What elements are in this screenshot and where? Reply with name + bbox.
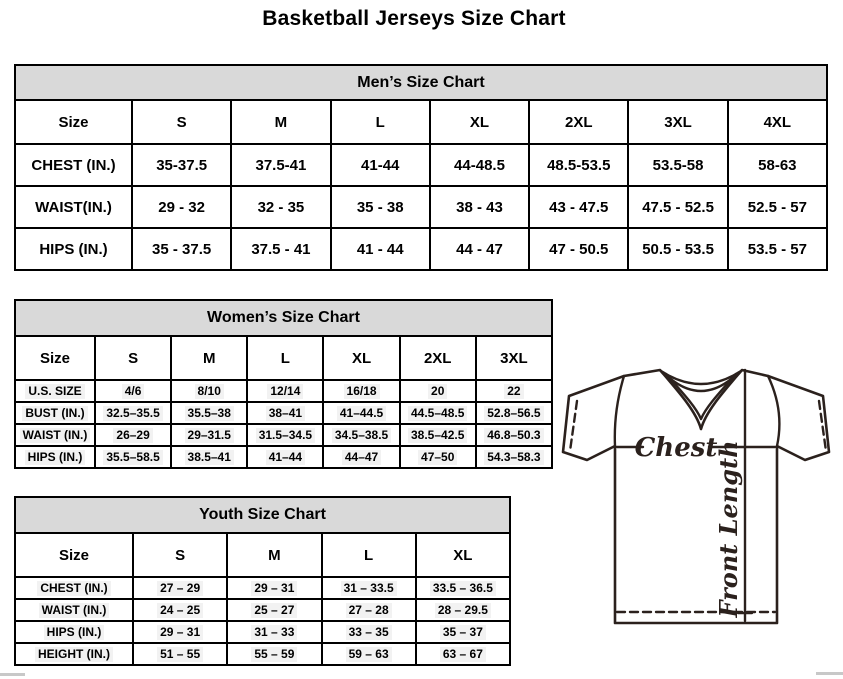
horizontal-scrollbar-right-fragment[interactable] [816,672,843,675]
row-label-text: CHEST (IN.) [37,581,110,596]
youth-table-caption: Youth Size Chart [15,497,510,533]
size-value-cell [95,380,171,402]
row-label [15,643,133,665]
size-value: 29–31.5 [185,428,234,443]
row-label-text: U.S. SIZE [25,384,84,399]
womens-col-header-xl: XL [323,336,399,380]
size-value-cell: 44-48.5 [430,144,529,186]
size-value-cell [227,577,321,599]
womens-ussize-row [15,380,552,402]
mens-col-header-2xl: 2XL [529,100,628,144]
youth-waist-row [15,599,510,621]
size-value-cell: 43 - 47.5 [529,186,628,228]
size-value-cell: 50.5 - 53.5 [628,228,727,270]
size-value-cell: 53.5-58 [628,144,727,186]
size-value-cell [323,424,399,446]
size-value: 51 – 55 [157,647,203,662]
mens-col-header-s: S [132,100,231,144]
size-value-cell: 35 - 37.5 [132,228,231,270]
womens-col-header-3xl: 3XL [476,336,552,380]
size-value: 38.5–41 [185,450,234,465]
youth-height-row [15,643,510,665]
size-value-cell [400,380,476,402]
size-value: 54.3–58.3 [484,450,543,465]
size-value: 52.8–56.5 [484,406,543,421]
jersey-measurement-diagram [556,356,840,650]
size-value: 28 – 29.5 [435,603,491,618]
size-value-cell [133,599,227,621]
size-value-cell: 41-44 [331,144,430,186]
size-value: 27 – 29 [157,581,203,596]
size-value-cell [322,621,416,643]
size-value-cell: 35-37.5 [132,144,231,186]
youth-hips-row [15,621,510,643]
size-value: 12/14 [267,384,303,399]
size-value-cell: 38 - 43 [430,186,529,228]
mens-col-header-m: M [231,100,330,144]
page-title: Basketball Jerseys Size Chart [262,7,566,30]
womens-col-header-m: M [171,336,247,380]
size-value-cell: 47.5 - 52.5 [628,186,727,228]
size-value-cell: 48.5-53.5 [529,144,628,186]
size-value-cell [133,643,227,665]
mens-size-table [14,64,828,271]
row-label-text: WAIST (IN.) [39,603,110,618]
size-value: 33 – 35 [346,625,392,640]
size-value: 29 – 31 [251,581,297,596]
womens-col-header-2xl: 2XL [400,336,476,380]
size-value-cell [95,402,171,424]
size-value: 27 – 28 [346,603,392,618]
size-value: 41–44 [266,450,305,465]
size-value: 26–29 [113,428,152,443]
youth-col-header-m: M [227,533,321,577]
size-value-cell [171,402,247,424]
size-value-cell [95,424,171,446]
size-value: 47–50 [418,450,457,465]
youth-col-header-l: L [322,533,416,577]
size-value-cell [171,424,247,446]
size-value: 20 [428,384,447,399]
size-value: 59 – 63 [346,647,392,662]
mens-col-header-xl: XL [430,100,529,144]
size-value-cell: 37.5 - 41 [231,228,330,270]
size-value: 35 – 37 [440,625,486,640]
size-value-cell [247,402,323,424]
mens-table-caption: Men’s Size Chart [15,65,827,100]
size-value-cell: 37.5-41 [231,144,330,186]
row-label-text: HIPS (IN.) [44,625,105,640]
youth-col-header-s: S [133,533,227,577]
size-value: 44–47 [342,450,381,465]
size-value: 25 – 27 [251,603,297,618]
row-label [15,402,95,424]
womens-col-header-s: S [95,336,171,380]
size-value-cell [416,599,510,621]
size-value-cell [227,599,321,621]
size-value: 31.5–34.5 [256,428,315,443]
size-value-cell [476,446,552,468]
row-label-text: WAIST (IN.) [20,428,91,443]
youth-size-header-row [15,533,510,577]
size-value-cell: 29 - 32 [132,186,231,228]
size-value: 41–44.5 [337,406,386,421]
size-value-cell [400,424,476,446]
mens-chest-row [15,144,827,186]
size-value: 31 – 33.5 [341,581,397,596]
youth-chest-row [15,577,510,599]
womens-col-header-l: L [247,336,323,380]
mens-col-header-size: Size [15,100,132,144]
size-value-cell [476,380,552,402]
size-value: 44.5–48.5 [408,406,467,421]
mens-size-header-row [15,100,827,144]
size-value: 34.5–38.5 [332,428,391,443]
size-value-cell: 44 - 47 [430,228,529,270]
size-value: 38.5–42.5 [408,428,467,443]
size-value: 38–41 [266,406,305,421]
front-length-label: Front Length [714,440,743,618]
size-value-cell [171,446,247,468]
mens-hips-row [15,228,827,270]
mens-waist-row [15,186,827,228]
size-value-cell [416,643,510,665]
mens-table-caption-row [15,65,827,100]
womens-bust-row [15,402,552,424]
size-value: 4/6 [122,384,145,399]
size-value-cell: 52.5 - 57 [728,186,827,228]
size-value-cell: 53.5 - 57 [728,228,827,270]
size-value-cell [476,424,552,446]
chest-label: Chest [634,433,718,463]
womens-waist-row [15,424,552,446]
youth-col-header-xl: XL [416,533,510,577]
youth-size-table [14,496,511,666]
size-value: 35.5–58.5 [103,450,162,465]
row-label-text: BUST (IN.) [22,406,87,421]
size-value: 46.8–50.3 [484,428,543,443]
size-value: 35.5–38 [185,406,234,421]
size-value: 22 [504,384,523,399]
row-label [15,380,95,402]
row-label-text: HIPS (IN.) [25,450,86,465]
size-value: 55 – 59 [251,647,297,662]
row-label [15,446,95,468]
size-value-cell [416,577,510,599]
size-value-cell [323,446,399,468]
size-value-cell [322,643,416,665]
mens-col-header-3xl: 3XL [628,100,727,144]
size-value-cell: 32 - 35 [231,186,330,228]
size-value: 31 – 33 [251,625,297,640]
row-label [15,621,133,643]
size-value-cell [95,446,171,468]
womens-table-caption: Women’s Size Chart [15,300,552,336]
size-value-cell [133,577,227,599]
row-label: WAIST(IN.) [15,186,132,228]
size-value-cell: 47 - 50.5 [529,228,628,270]
size-value-cell [322,599,416,621]
size-value-cell [323,380,399,402]
size-value-cell [247,380,323,402]
size-value-cell [322,577,416,599]
youth-table-caption-row [15,497,510,533]
size-value-cell [227,621,321,643]
size-value: 24 – 25 [157,603,203,618]
size-value-cell [247,446,323,468]
row-label [15,599,133,621]
size-value-cell [171,380,247,402]
row-label-text: HEIGHT (IN.) [35,647,113,662]
row-label [15,424,95,446]
size-value: 33.5 – 36.5 [430,581,496,596]
row-label [15,577,133,599]
size-value-cell: 58-63 [728,144,827,186]
womens-hips-row [15,446,552,468]
size-value-cell [247,424,323,446]
mens-col-header-l: L [331,100,430,144]
size-value-cell [400,446,476,468]
youth-col-header-size: Size [15,533,133,577]
womens-table-caption-row [15,300,552,336]
size-value: 16/18 [344,384,380,399]
size-value: 63 – 67 [440,647,486,662]
size-value-cell [476,402,552,424]
row-label: HIPS (IN.) [15,228,132,270]
size-value-cell [133,621,227,643]
womens-col-header-size: Size [15,336,95,380]
mens-col-header-4xl: 4XL [728,100,827,144]
size-value: 8/10 [195,384,224,399]
horizontal-scrollbar-left-fragment[interactable] [0,673,25,676]
womens-size-header-row [15,336,552,380]
size-value-cell [323,402,399,424]
size-value: 32.5–35.5 [103,406,162,421]
row-label: CHEST (IN.) [15,144,132,186]
size-value-cell [416,621,510,643]
womens-size-table [14,299,553,469]
size-value-cell [227,643,321,665]
size-value-cell: 41 - 44 [331,228,430,270]
size-value-cell: 35 - 38 [331,186,430,228]
size-value-cell [400,402,476,424]
size-value: 29 – 31 [157,625,203,640]
